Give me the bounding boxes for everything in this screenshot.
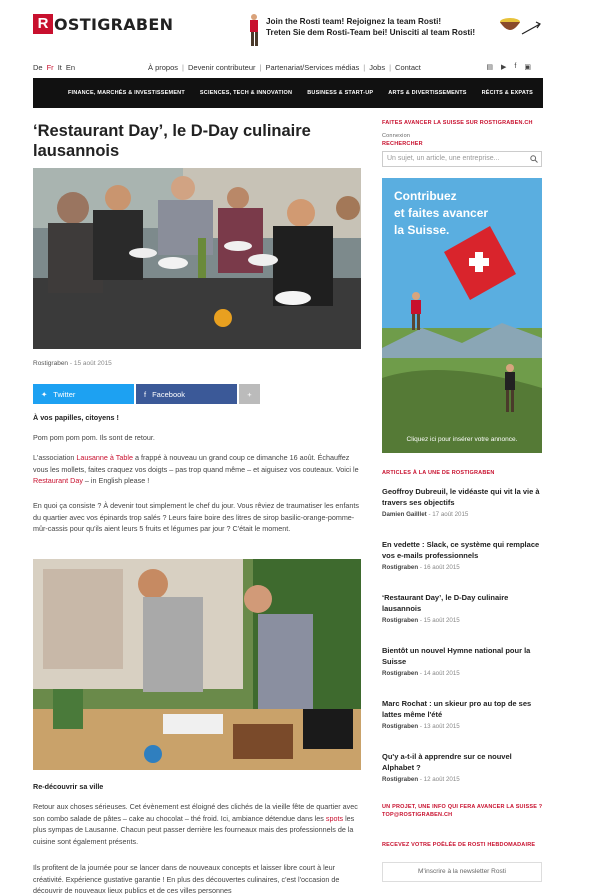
link-jobs[interactable]: Jobs <box>369 63 386 72</box>
ad-cta: Cliquez ici pour insérer votre annonce. <box>406 436 518 443</box>
lang-fr[interactable]: Fr <box>46 63 54 72</box>
join-team-banner[interactable] <box>246 12 542 50</box>
category-arts[interactable]: ARTS & DIVERTISSEMENTS <box>388 90 467 96</box>
sidebar-ad-banner[interactable] <box>382 178 542 453</box>
logo-mark: R <box>33 14 53 34</box>
sidebar-label-newsletter: RECEVEZ VOTRE POËLÉE DE ROSTI HEBDOMADAIRE <box>382 842 536 848</box>
link-about[interactable]: À propos <box>148 63 179 72</box>
featured-article[interactable]: Qu'y a-t-il à apprendre sur ce nouvel Alphabet ? Rostigraben - 12 août 2015 <box>382 752 512 783</box>
ad-line-3: la Suisse. <box>394 223 450 237</box>
rss-icon[interactable]: ▤ <box>486 64 494 71</box>
category-business[interactable]: BUSINESS & START-UP <box>307 90 374 96</box>
category-recits[interactable]: RÉCITS & EXPATS <box>481 90 534 96</box>
facebook-icon[interactable]: f <box>514 63 517 70</box>
sidebar-label-project: UN PROJET, UNE INFO QUI FERA AVANCER LA SUISSE ? TOP@ROSTIGRABEN.CH <box>382 804 543 818</box>
lang-de[interactable]: De <box>33 63 43 72</box>
lang-it[interactable]: It <box>57 63 62 72</box>
featured-article[interactable]: Geoffroy Dubreuil, le vidéaste qui vit la vie à travers ses objectifs Damien Gailllet - 17 août 2015 <box>382 487 540 518</box>
featured-article[interactable]: Marc Rochat : un skieur pro au top de ses lattes même l'été Rostigraben - 13 août 2015 <box>382 699 532 730</box>
sidebar-label-advance: FAITES AVANCER LA SUISSE SUR ROSTIGRABEN.CH <box>382 120 533 126</box>
article-meta <box>33 360 112 367</box>
featured-article[interactable]: ‘Restaurant Day’, le D-Day culinaire lausannois Rostigraben - 15 août 2015 <box>382 593 509 624</box>
search-input[interactable]: Un sujet, un article, une entreprise... <box>382 151 542 167</box>
paragraph-3: L'association Lausanne à Table a frappé à nouveau un grand coup ce dimanche 16 août. Échauffez vous les mollets, faites craquez vos doigts – pas trop quand même – et aiguisez vos couteaux. Voici le Restaurant Day – in English please ! <box>33 453 359 485</box>
subheading: Re-découvrir sa ville <box>33 782 104 791</box>
paragraph-4: En quoi ça consiste ? À devenir tout simplement le chef du jour. Vous rêviez de traumatiser les enfants du quartier avec vos épinards trop salés ? Leurs faire boire des litres de sirop basilic-orange-pomme-mûr-cassis pour qu'ils aient leurs 5 fruits et légumes par jour ? C'était le moment. <box>33 501 360 533</box>
article-author[interactable]: Rostigraben <box>33 360 69 367</box>
logo-wordmark: OSTIGRABEN <box>54 14 174 34</box>
search-label: RECHERCHER <box>382 141 423 147</box>
featured-article[interactable]: En vedette : Slack, ce système qui remplace vos e-mails professionnels Rostigraben - 16 août 2015 <box>382 540 540 571</box>
article-cooking-image <box>33 559 361 770</box>
featured-article[interactable]: Bientôt un nouvel Hymne national pour la Suisse Rostigraben - 14 août 2015 <box>382 646 531 677</box>
share-twitter-button[interactable]: ✦ Twitter <box>33 384 134 404</box>
twitter-icon: ✦ <box>41 389 48 399</box>
article-date: - 15 août 2015 <box>69 360 112 367</box>
share-bar <box>33 384 260 404</box>
link-contact[interactable]: Contact <box>395 63 421 72</box>
site-header <box>0 0 606 60</box>
sidebar-label-featured: ARTICLES À LA UNE DE ROSTIGRABEN <box>382 470 495 476</box>
link-spots[interactable]: spots <box>325 813 344 823</box>
newsletter-subscribe-button[interactable]: M'inscrire à la newsletter Rosti <box>382 862 542 882</box>
language-switcher <box>33 63 75 72</box>
link-contributor[interactable]: Devenir contributeur <box>187 63 256 72</box>
connexion-link[interactable]: Connexion <box>382 133 411 139</box>
youtube-icon[interactable]: ▶ <box>501 64 507 71</box>
link-restaurant-day[interactable]: Restaurant Day <box>33 476 83 485</box>
top-links: À propos | Devenir contributeur | Partenariat/Services médias | Jobs | Contact <box>148 63 421 72</box>
top-navigation <box>33 63 543 75</box>
article-hero-image <box>33 168 361 349</box>
ad-line-2: et faites avancer <box>394 206 489 220</box>
share-facebook-button[interactable]: f Facebook <box>136 384 237 404</box>
ad-line-1: Contribuez <box>394 189 457 203</box>
paragraph-5: Retour aux choses sérieuses. Cet évènement est éloigné des clichés de la vieille fête de quartier avec son combo salade de pâtes – cake au chocolat – thé froid. Ici, ambiance détendue dans les spots les plus sympas de Lausanne. Chacun peut passer derrière les fourneaux mais des professionnels de la cuisine sont également présents. <box>33 802 358 846</box>
paragraph-2: Pom pom pom pom. Ils sont de retour. <box>33 433 155 442</box>
article-title: ‘Restaurant Day’, le D-Day culinaire lausannois <box>33 122 311 160</box>
search-icon[interactable] <box>530 155 538 163</box>
promo-line-1: Join the Rosti team! Rejoignez la team Rosti! <box>266 17 442 26</box>
instagram-icon[interactable]: ▣ <box>524 64 531 71</box>
paragraph-6: Ils profitent de la journée pour se lancer dans de nouveaux concepts et laisser libre court à leur créativité. Expérience gustative garantie ! En plus des découvertes culinaires, c'est l'occasion de découvrir de nouveaux lieux publics et de ces villes personnes <box>33 863 340 894</box>
paragraph-intro: À vos papilles, citoyens ! <box>33 413 119 422</box>
link-lausanne-a-table[interactable]: Lausanne à Table <box>76 453 133 462</box>
fondue-icon <box>496 12 542 42</box>
site-logo[interactable] <box>33 14 173 34</box>
share-more-button[interactable]: + <box>239 384 260 404</box>
link-partnership[interactable]: Partenariat/Services médias <box>265 63 360 72</box>
promo-line-2: Treten Sie dem Rosti-Team bei! Unisciti al team Rosti! <box>266 28 476 37</box>
category-sciences[interactable]: SCIENCES, TECH & INNOVATION <box>199 90 293 96</box>
category-finance[interactable]: FINANCE, MARCHÉS & INVESTISSEMENT <box>68 90 185 96</box>
category-bar <box>33 78 543 108</box>
facebook-icon: f <box>144 389 147 399</box>
lang-en[interactable]: En <box>65 63 76 72</box>
social-links <box>486 63 531 71</box>
swiss-figure-icon <box>246 12 262 50</box>
